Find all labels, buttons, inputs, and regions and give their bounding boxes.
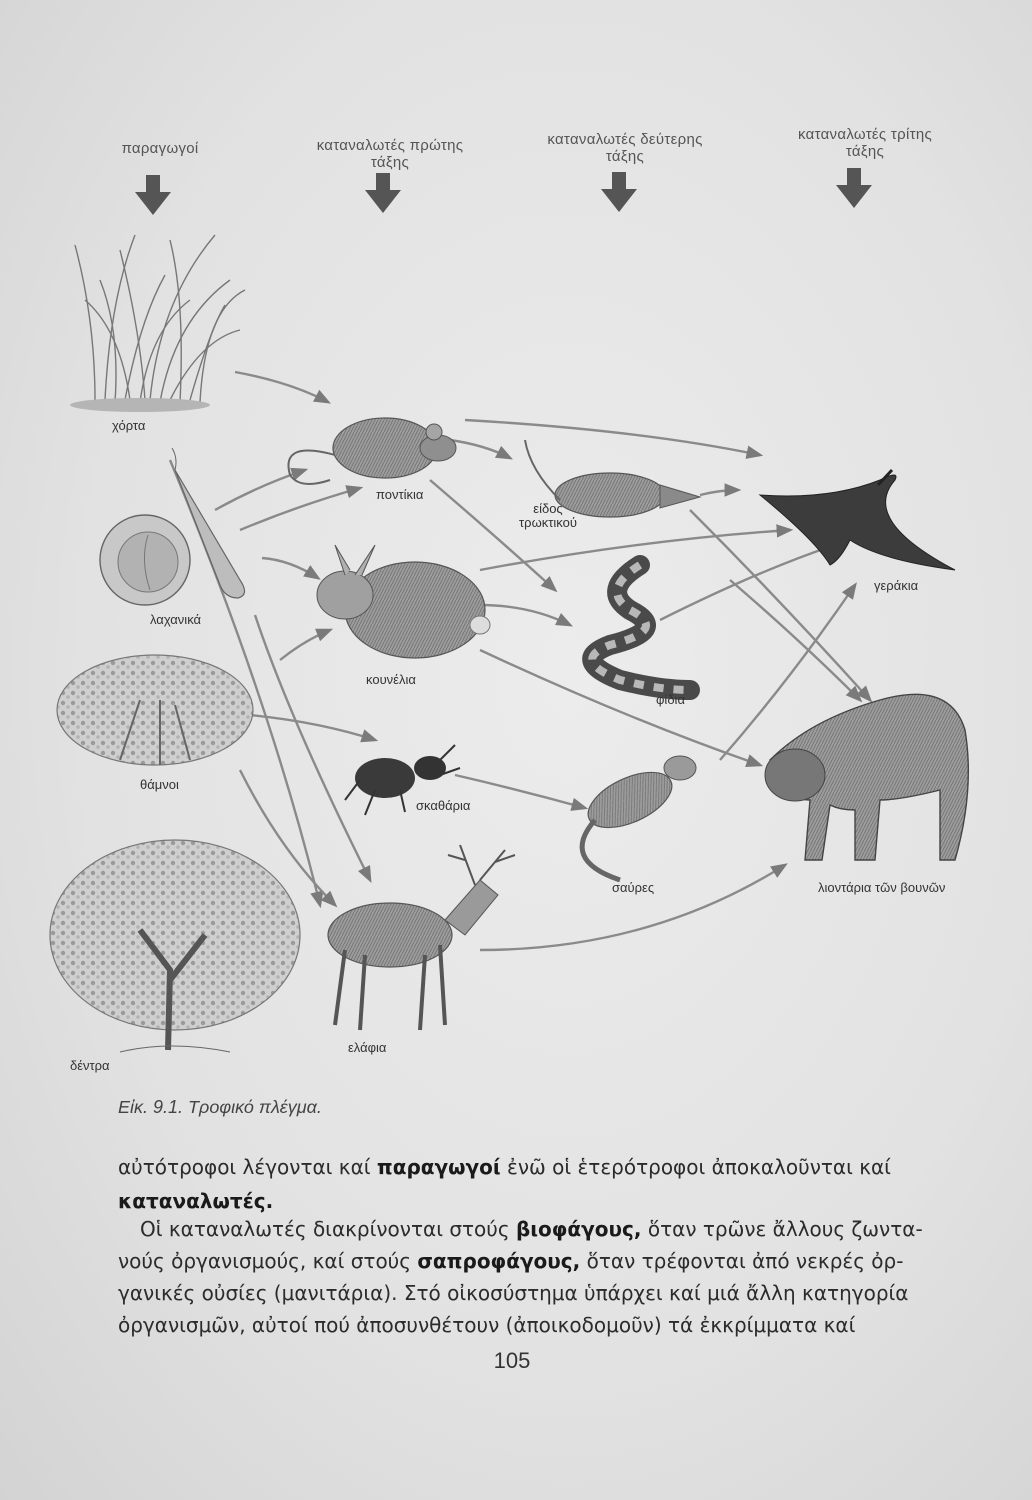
label-lizards: σαύρες [612,880,655,895]
arrow-mouse-hawk [465,420,760,455]
page-number: 105 [493,1348,531,1373]
header-primary-consumers: καταναλωτές πρώτης τάξης [316,137,464,171]
label-rodent: είδος τρωκτικού [519,501,577,530]
label-trees: δέντρα [70,1058,110,1073]
body-line-6: ὀργανισμῶν, αὐτοί πού ἀποσυνθέτουν (ἀποικοδομοῦν) τά ἐκκρίμματα καί [118,1313,856,1337]
arrow-deer-lion [480,865,785,950]
figure-caption: Εἰκ. 9.1. Τροφικό πλέγμα. [118,1097,322,1117]
header-secondary-consumers: καταναλωτές δεύτερης τάξης [547,131,703,165]
deer-illustration [328,845,515,1030]
arrow-cabbage-beetle [255,615,370,880]
arrow-mouse-rodent [450,440,510,458]
arrow-cabbage-rabbit [262,558,318,578]
rabbit-illustration [317,545,490,658]
body-line-2: καταναλωτές. [118,1189,274,1213]
label-mice: ποντίκια [376,487,424,502]
body-line-3: Οἱ καταναλωτές διακρίνονται στούς βιοφάγους, ὅταν τρῶνε ἄλλους ζωντα- [140,1217,923,1241]
body-line-5: γανικές οὐσίες (μανιτάρια). Στό οἰκοσύστημα ὑπάρχει καί μιά ἄλλη κατηγορία [118,1281,909,1305]
label-lions: λιοντάρια τῶν βουνῶν [818,880,946,895]
arrow-cabbage-mouse-2 [240,488,360,530]
body-line-4: νούς ὀργανισμούς, καί στούς σαπροφάγους, ὅταν τρέφονται ἀπό νεκρές ὀρ- [118,1249,904,1273]
header-down-arrow-3 [601,172,637,212]
cabbage-illustration [100,515,190,605]
header-down-arrow-2 [365,173,401,213]
arrow-rabbit-snake [480,605,570,625]
shrubs-illustration [57,655,253,765]
header-producers: παραγωγοί [121,140,199,157]
arrow-rodent-hawk [700,490,738,495]
body-line-1: αὐτότροφοι λέγονται καί παραγωγοί ἐνῶ οἱ ἑτερότροφοι ἀποκαλοῦνται καί [118,1155,891,1179]
tree-illustration [50,840,300,1052]
arrow-grass-mouse [235,372,328,402]
lizard-illustration [580,756,696,880]
arrow-rabbit-lion [480,650,760,765]
label-shrubs: θάμνοι [140,777,179,792]
label-beetles: σκαθάρια [416,798,471,813]
arrow-beetle-lizard [455,775,585,808]
arrow-shrub-rabbit [280,630,330,660]
label-snakes: φίδια [656,692,685,707]
label-rabbits: κουνέλια [366,672,416,687]
lion-illustration [765,694,968,860]
hawk-illustration [760,470,955,570]
arrow-snake-hawk [660,545,835,620]
label-cabbage: λαχανικά [150,612,202,627]
snake-illustration [592,565,690,690]
arrow-snake-lion [730,580,860,700]
header-tertiary-consumers: καταναλωτές τρίτης τάξης [797,126,932,160]
label-grass: χόρτα [112,418,146,433]
header-down-arrow-4 [836,168,872,208]
label-deer: ελάφια [348,1040,387,1055]
grass-illustration [70,235,245,412]
mouse-illustration [288,418,456,484]
feeding-arrows [170,372,870,950]
header-down-arrow-1 [135,175,171,215]
label-hawks: γεράκια [874,578,919,593]
